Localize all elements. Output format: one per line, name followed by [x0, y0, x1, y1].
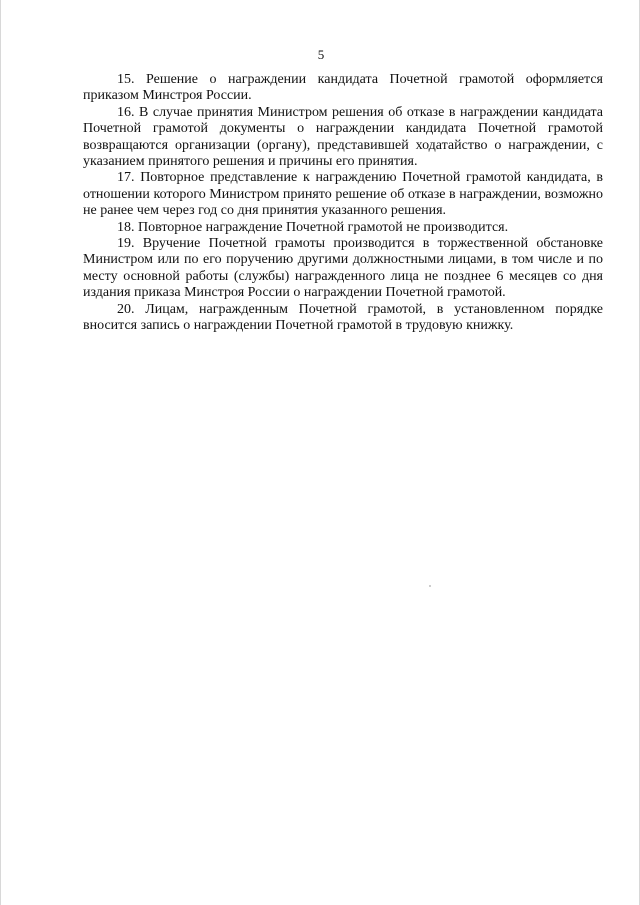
paragraph-20: 20. Лицам, награжденным Почетной грамотой, в установленном порядке вносится запись о награждении Почетной грамотой в трудовую книжку.	[83, 301, 603, 334]
paragraph-17: 17. Повторное представление к награждению Почетной грамотой кандидата, в отношении которого Министром принято решение об отказе в награждении, возможно не ранее чем через год со дня принятия указанного решения.	[83, 170, 603, 219]
page-number: 5	[317, 47, 325, 62]
paragraph-15: 15. Решение о награждении кандидата Почетной грамотой оформляется приказом Минстроя России.	[83, 72, 603, 104]
paragraph-19: 19. Вручение Почетной грамоты производится в торжественной обстановке Министром или по его поручению другими должностными лицами, в том числе и по месту основной работы (службы) награжденного лица не позднее 6 месяцев со дня издания приказа Минстроя России о награждении Почетной грамотой.	[83, 236, 603, 301]
paragraph-18: 18. Повторное награждение Почетной грамотой не производится.	[117, 219, 509, 235]
scan-speck	[429, 585, 431, 587]
paragraph-16: 16. В случае принятия Министром решения об отказе в награждении кандидата Почетной грамотой документы о награждении кандидата Почетной грамотой возвращаются организации (органу), представившей ходатайство о награждении, с указанием принятого решения и причины его принятия.	[83, 104, 603, 170]
document-body	[83, 72, 603, 335]
